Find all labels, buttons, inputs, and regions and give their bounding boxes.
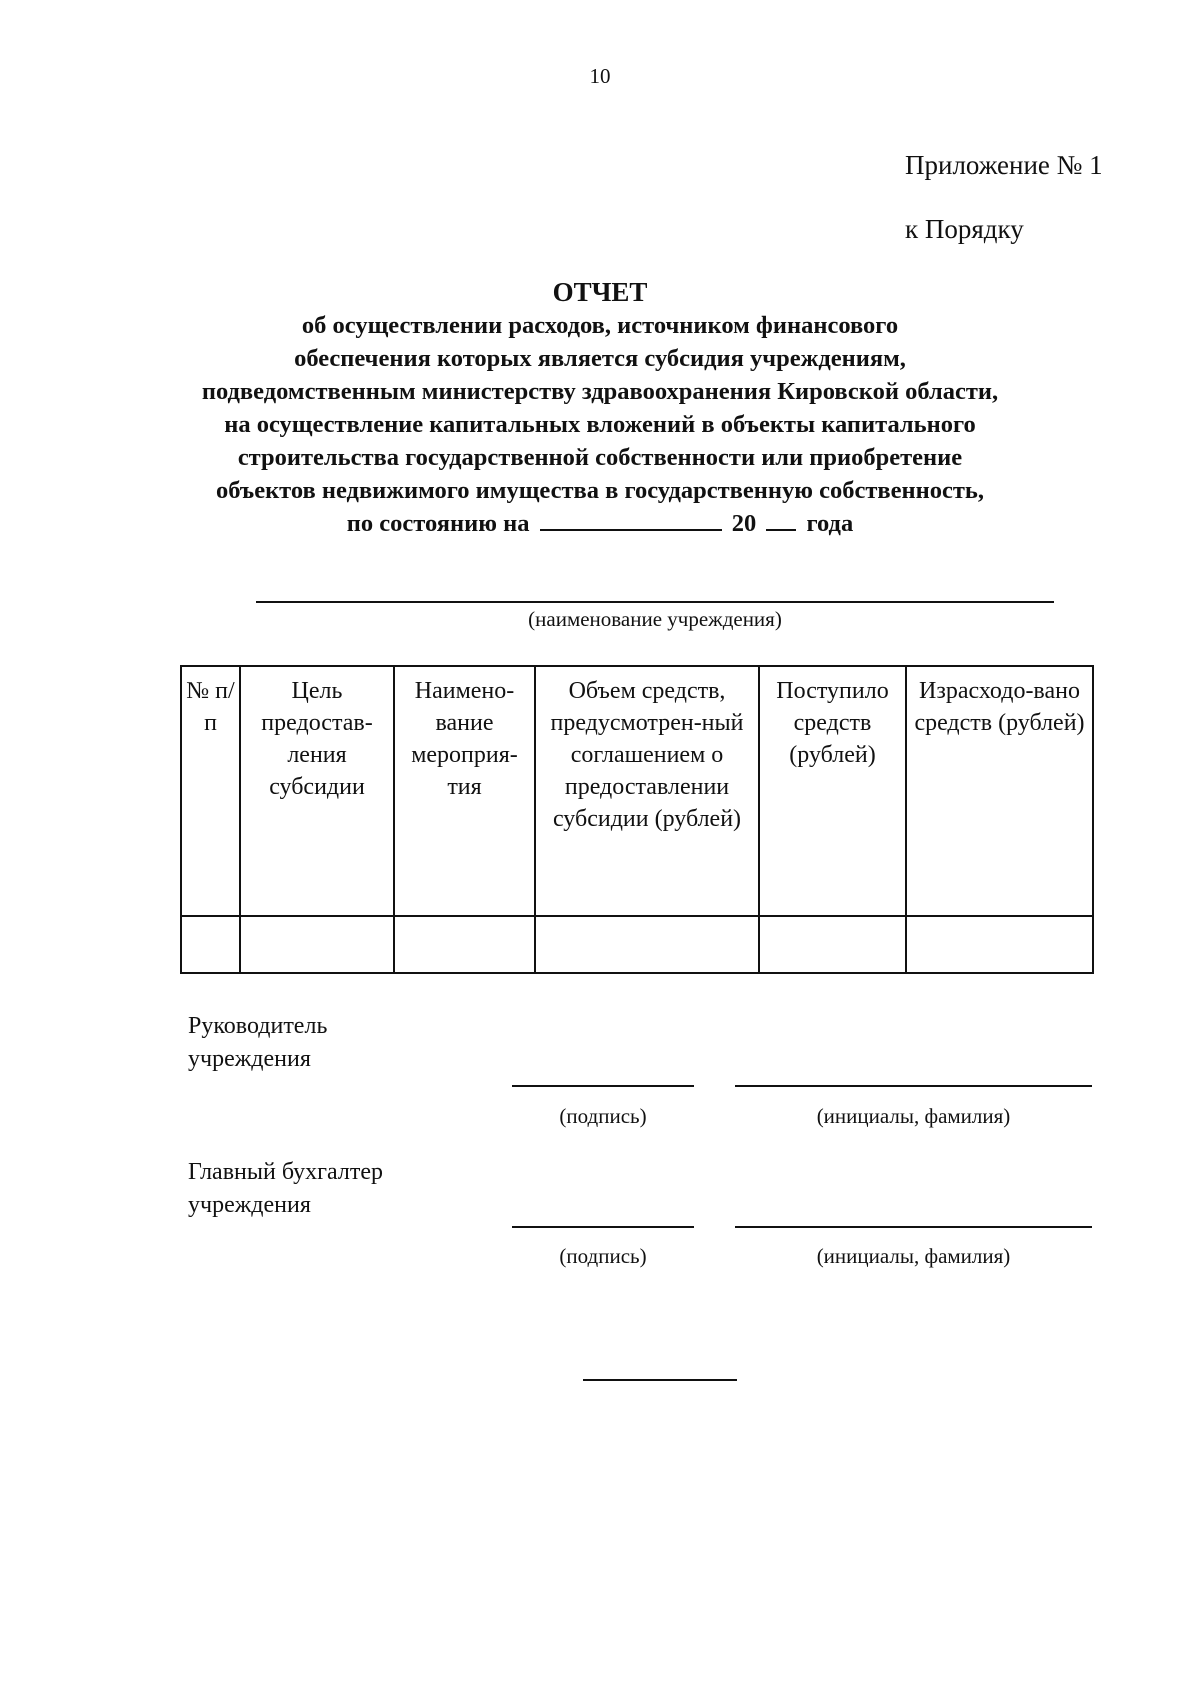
- header-cell-agreement-amount: Объем средств, предусмотрен-ный соглашением о предоставлении субсидии (рублей): [535, 666, 759, 916]
- date-year-prefix: 20: [731, 510, 757, 537]
- title-line: на осуществление капитальных вложений в объекты капитального: [224, 411, 976, 438]
- head-signature-label: [188, 1010, 327, 1076]
- title-line: подведомственным министерству здравоохранения Кировской области,: [201, 378, 999, 405]
- signature-label-line: Главный бухгалтер: [188, 1159, 383, 1185]
- header-cell-purpose: Цель предостав-ления субсидии: [240, 666, 394, 916]
- table-header-row: [181, 666, 1093, 916]
- date-day-month-blank[interactable]: [540, 528, 722, 531]
- table-cell[interactable]: [759, 916, 906, 973]
- title-line: обеспечения которых является субсидия учреждениям,: [294, 345, 906, 372]
- date-year-blank[interactable]: [766, 528, 796, 531]
- report-table: [180, 665, 1094, 974]
- head-name-caption: (инициалы, фамилия): [816, 1104, 1011, 1128]
- table-cell[interactable]: [240, 916, 394, 973]
- table-cell[interactable]: [394, 916, 535, 973]
- report-date-line: [150, 507, 1050, 540]
- accountant-signature-caption: (подпись): [559, 1244, 647, 1268]
- accountant-signature-line[interactable]: [512, 1226, 694, 1228]
- header-cell-received: Поступило средств (рублей): [759, 666, 906, 916]
- title-line: строительства государственной собственности или приобретение: [237, 444, 963, 471]
- title-line: об осуществлении расходов, источником финансового: [301, 312, 899, 339]
- report-title-block: [150, 276, 1050, 540]
- signature-label-line: учреждения: [188, 1046, 311, 1072]
- title-line: объектов недвижимого имущества в государственную собственность,: [216, 477, 984, 504]
- signature-label-line: учреждения: [188, 1192, 311, 1218]
- head-name-line[interactable]: [735, 1085, 1092, 1087]
- accountant-name-line[interactable]: [735, 1226, 1092, 1228]
- signature-label-line: Руководитель: [188, 1013, 328, 1039]
- institution-name-line[interactable]: [256, 601, 1054, 603]
- page-number: 10: [589, 64, 611, 88]
- table-cell[interactable]: [535, 916, 759, 973]
- closing-divider: [583, 1379, 737, 1381]
- header-cell-spent: Израсходо-вано средств (рублей): [906, 666, 1093, 916]
- header-cell-event-name: Наимено-вание мероприя-тия: [394, 666, 535, 916]
- date-suffix: года: [806, 510, 854, 537]
- report-heading: ОТЧЕТ: [552, 277, 648, 307]
- table-cell[interactable]: [181, 916, 240, 973]
- table-row: [181, 916, 1093, 973]
- head-signature-caption: (подпись): [559, 1104, 647, 1128]
- date-prefix: по состоянию на: [346, 510, 530, 537]
- accountant-name-caption: (инициалы, фамилия): [816, 1244, 1011, 1268]
- table-cell[interactable]: [906, 916, 1093, 973]
- header-cell-number: № п/п: [181, 666, 240, 916]
- annex-reference: к Порядку: [905, 214, 1024, 244]
- head-signature-line[interactable]: [512, 1085, 694, 1087]
- annex-number: Приложение № 1: [905, 150, 1103, 180]
- accountant-signature-label: [188, 1156, 383, 1222]
- institution-caption: (наименование учреждения): [528, 607, 782, 631]
